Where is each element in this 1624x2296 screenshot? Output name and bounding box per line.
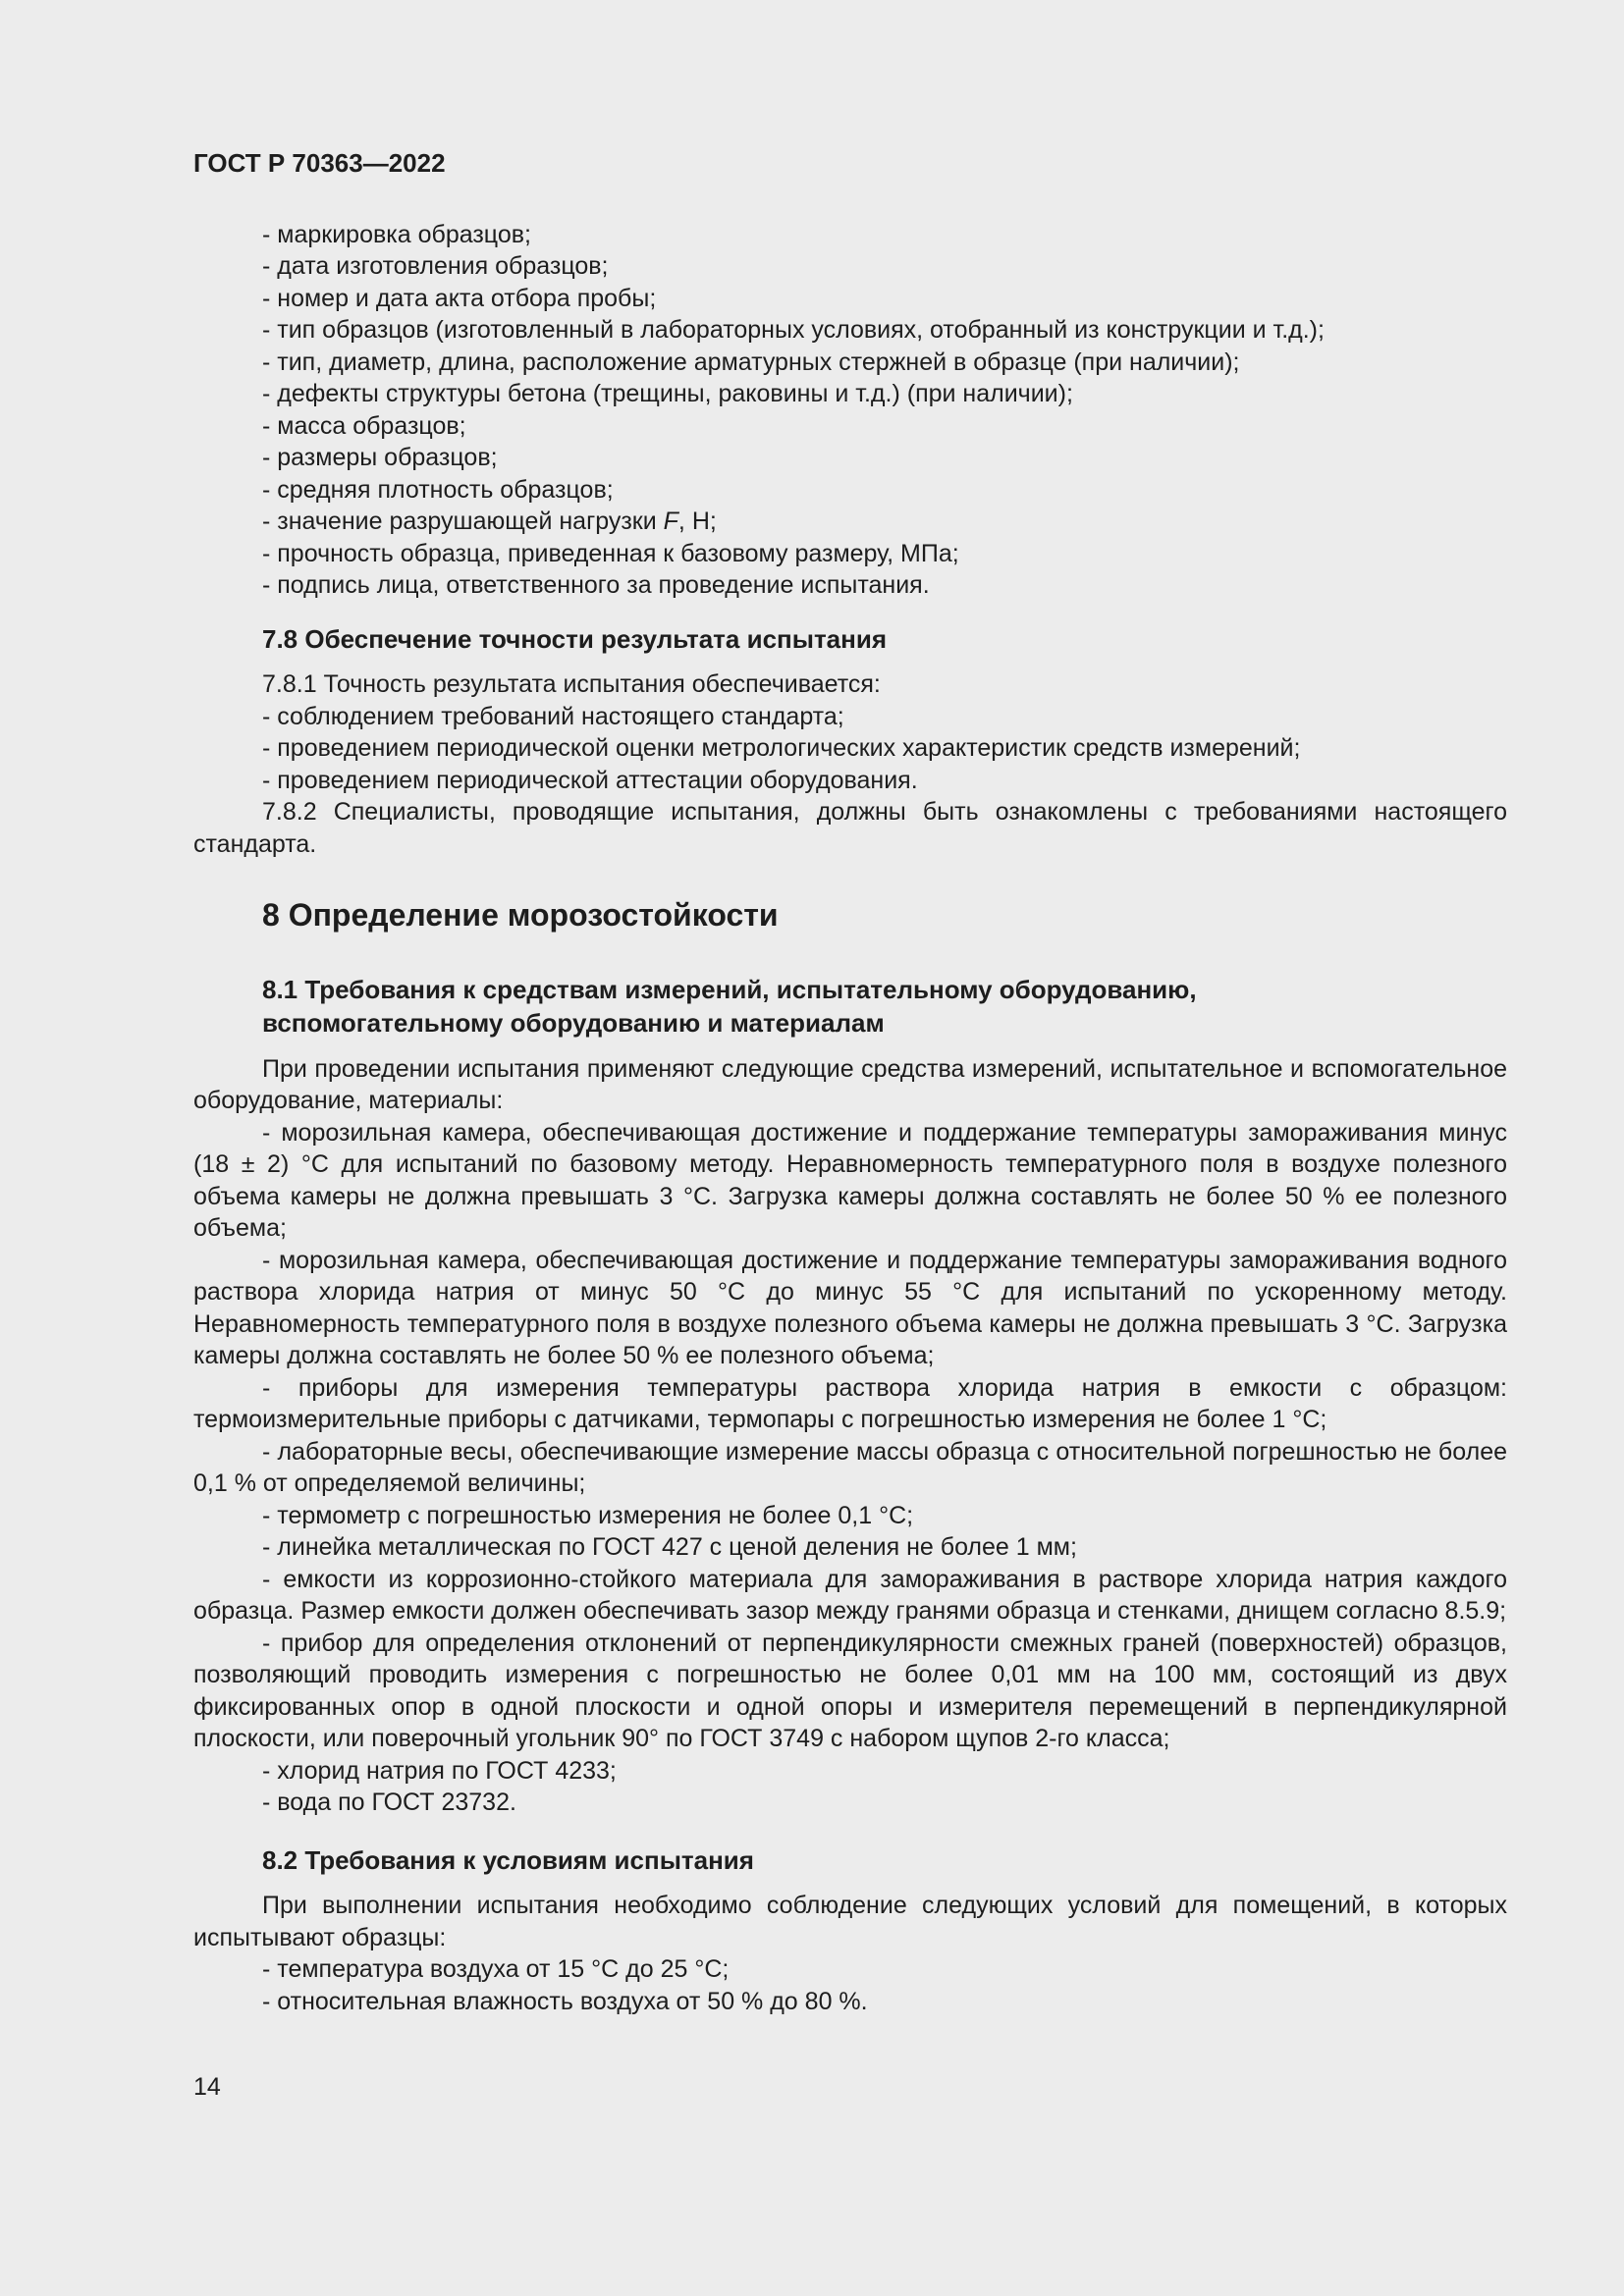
list-item: 7.8.1 Точность результата испытания обеспечивается: xyxy=(262,670,881,698)
load-item-prefix: - значение разрушающей нагрузки xyxy=(262,507,664,535)
paragraph: При проведении испытания применяют следующие средства измерений, испытательное и вспомогательное оборудование, материалы: xyxy=(193,1054,1507,1114)
paragraph: - линейка металлическая по ГОСТ 427 с ценой деления не более 1 мм; xyxy=(262,1533,1077,1561)
list-item: - размеры образцов; xyxy=(262,444,498,471)
list-item: - прочность образца, приведенная к базовому размеру, МПа; xyxy=(262,539,959,567)
paragraph: - лабораторные весы, обеспечивающие измерение массы образца с относительной погрешностью не более 0,1 % от определяемой величины; xyxy=(193,1437,1507,1497)
list-item: - масса образцов; xyxy=(262,411,466,440)
list-item: - проведением периодической аттестации оборудования. xyxy=(262,766,918,794)
paragraph-7-8-2: 7.8.2 Специалисты, проводящие испытания, должны быть ознакомлены с требованиями настоящего стандарта. xyxy=(193,798,1507,858)
list-item: - тип образцов (изготовленный в лабораторных условиях, отобранный из конструкции и т.д.); xyxy=(262,316,1325,344)
section-8-1-title-line2: вспомогательному оборудованию и материалам xyxy=(262,1007,885,1038)
page-number: 14 xyxy=(193,2073,221,2101)
section-8-1-body xyxy=(193,1053,1507,1819)
list-item: - дефекты структуры бетона (трещины, раковины и т.д.) (при наличии); xyxy=(262,380,1073,407)
section-8-1-title-line1: 8.1 Требования к средствам измерений, испытательному оборудованию, xyxy=(262,974,1197,1004)
load-variable: F xyxy=(663,507,678,535)
paragraph: - термометр с погрешностью измерения не более 0,1 °С; xyxy=(262,1501,914,1529)
section-8-2-body xyxy=(193,1890,1507,2017)
paragraph: - температура воздуха от 15 °С до 25 °С; xyxy=(262,1955,730,1983)
paragraph: - прибор для определения отклонений от перпендикулярности смежных граней (поверхностей) образцов, позволяющий проводить измерения с погрешностью не более 0,01 мм на 100 мм, состоящий из двух фиксированных опор в одной плоскости и одной опоры и измерителя перемещений в перпендикулярной плоскости, или поверочный угольник 90° по ГОСТ 3749 с набором щупов 2-го класса; xyxy=(193,1629,1507,1752)
list-item: - номер и дата акта отбора пробы; xyxy=(262,284,657,312)
load-item-suffix: , Н; xyxy=(677,507,717,535)
paragraph: - относительная влажность воздуха от 50 % до 80 %. xyxy=(262,1987,868,2015)
paragraph: - морозильная камера, обеспечивающая достижение и поддержание температуры замораживания водного раствора хлорида натрия от минус 50 °С до минус 55 °С для испытаний по ускоренному методу. Неравномерность температурного поля в воздухе полезного объема камеры не должна превышать 3 °С. Загрузка камеры должна составлять не более 50 % ее полезного объема; xyxy=(193,1246,1507,1369)
paragraph: - хлорид натрия по ГОСТ 4233; xyxy=(262,1756,617,1785)
paragraph: - вода по ГОСТ 23732. xyxy=(262,1789,516,1816)
section-8-2-title: 8.2 Требования к условиям испытания xyxy=(262,1844,754,1875)
report-contents-list xyxy=(193,219,1507,602)
section-8-title: 8 Определение морозостойкости xyxy=(262,897,779,933)
paragraph: При выполнении испытания необходимо соблюдение следующих условий для помещений, в которых испытывают образцы: xyxy=(193,1892,1507,1951)
document-code-header: ГОСТ Р 70363—2022 xyxy=(193,148,446,178)
section-7-8-list xyxy=(193,668,1507,796)
list-item: - маркировка образцов; xyxy=(262,220,531,248)
list-item: - соблюдением требований настоящего стандарта; xyxy=(262,702,844,730)
section-7-8-title: 7.8 Обеспечение точности результата испытания xyxy=(262,623,887,654)
section-8-1-title xyxy=(193,973,1507,1040)
list-item: - тип, диаметр, длина, расположение арматурных стержней в образце (при наличии); xyxy=(262,347,1240,376)
paragraph: - емкости из коррозионно-стойкого материала для замораживания в растворе хлорида натрия каждого образца. Размер емкости должен обеспечивать зазор между гранями образца и стенками, днищем согласно 8.5.9; xyxy=(193,1565,1507,1625)
list-item: - средняя плотность образцов; xyxy=(262,475,614,504)
list-item: - подпись лица, ответственного за проведение испытания. xyxy=(262,571,930,599)
list-item-load xyxy=(193,506,1507,538)
document-page xyxy=(193,147,1507,2017)
paragraph: - приборы для измерения температуры раствора хлорида натрия в емкости с образцом: термоизмерительные приборы с датчиками, термопары с погрешностью измерения не более 1 °С; xyxy=(193,1373,1507,1433)
paragraph: - морозильная камера, обеспечивающая достижение и поддержание температуры замораживания минус (18 ± 2) °С для испытаний по базовому методу. Неравномерность температурного поля в воздухе полезного объема камеры не должна превышать 3 °С. Загрузка камеры должна составлять не более 50 % ее полезного объема; xyxy=(193,1118,1507,1242)
list-item: - проведением периодической оценки метрологических характеристик средств измерений; xyxy=(262,734,1301,762)
list-item: - дата изготовления образцов; xyxy=(262,252,609,280)
